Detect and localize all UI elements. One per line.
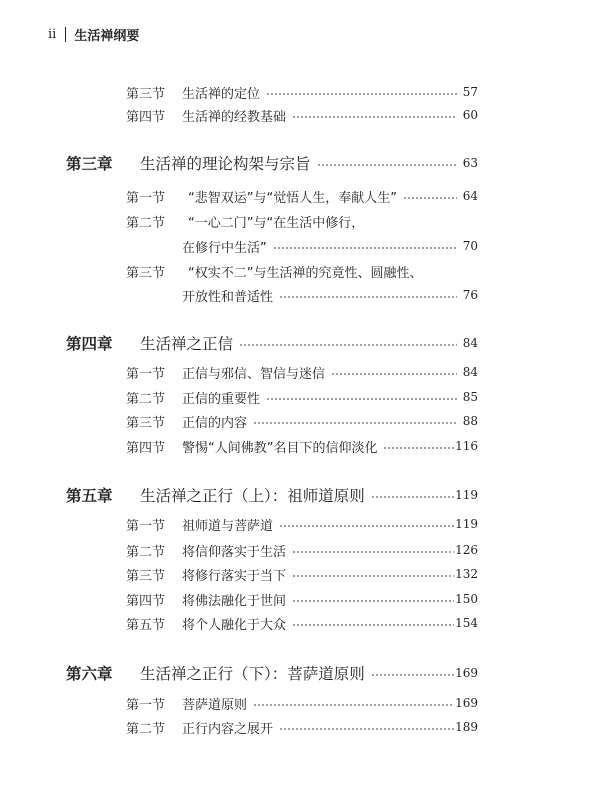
toc-chapter-5[interactable] bbox=[66, 484, 478, 506]
page-number: 88 bbox=[462, 414, 478, 428]
chapter-label: 第四章 bbox=[66, 335, 113, 353]
toc-entry-ch2-s3[interactable] bbox=[126, 82, 478, 102]
section-title: 将修行落实于当下 bbox=[182, 568, 287, 584]
section-label: 第二节 bbox=[126, 391, 166, 407]
page-number: 70 bbox=[462, 239, 478, 253]
section-label: 第三节 bbox=[126, 568, 166, 584]
dot-leader bbox=[292, 575, 454, 577]
toc-entry-ch3-s3-cont[interactable] bbox=[182, 285, 478, 305]
dot-leader bbox=[317, 164, 457, 166]
page-number: 85 bbox=[462, 390, 478, 404]
section-title: 将信仰落实于生活 bbox=[182, 544, 287, 560]
section-label: 第一节 bbox=[126, 366, 166, 382]
page-number: 169 bbox=[455, 696, 478, 710]
page-number: 150 bbox=[455, 592, 478, 606]
section-title-line1: “一心二门”与“在生活中修行， bbox=[188, 215, 365, 231]
chapter-title: 生活禅之正信 bbox=[140, 335, 234, 353]
section-label: 第三节 bbox=[126, 265, 166, 281]
chapter-label: 第三章 bbox=[66, 155, 113, 173]
section-label: 第三节 bbox=[126, 415, 166, 431]
chapter-title: 生活禅之正行（下）：菩萨道原则 bbox=[140, 665, 365, 683]
section-label: 第二节 bbox=[126, 215, 166, 231]
toc-entry-ch6-s1[interactable] bbox=[126, 693, 478, 713]
section-title: 生活禅的定位 bbox=[182, 86, 261, 102]
dot-leader bbox=[279, 296, 457, 298]
section-title: 警惕“人间佛教”名目下的信仰淡化 bbox=[182, 440, 378, 456]
section-label: 第三节 bbox=[126, 86, 166, 102]
page-number: 119 bbox=[455, 517, 478, 531]
dot-leader bbox=[253, 704, 454, 706]
section-label: 第四节 bbox=[126, 440, 166, 456]
page-number: 154 bbox=[455, 616, 478, 630]
toc-entry-ch6-s2[interactable] bbox=[126, 717, 478, 737]
dot-leader bbox=[239, 344, 457, 346]
section-label: 第五节 bbox=[126, 617, 166, 633]
toc-entry-ch5-s2[interactable] bbox=[126, 540, 478, 560]
dot-leader bbox=[266, 398, 457, 400]
dot-leader bbox=[253, 422, 457, 424]
dot-leader bbox=[383, 447, 454, 449]
toc-entry-ch3-s1[interactable] bbox=[126, 186, 478, 206]
toc-entry-ch4-s2[interactable] bbox=[126, 387, 478, 407]
section-title: 将佛法融化于世间 bbox=[182, 593, 287, 609]
page-number: 119 bbox=[455, 488, 478, 502]
section-title-line2: 在修行中生活” bbox=[182, 240, 267, 256]
toc-entry-ch5-s3[interactable] bbox=[126, 564, 478, 584]
toc-chapter-6[interactable] bbox=[66, 662, 478, 684]
section-title: 正信的重要性 bbox=[182, 391, 261, 407]
section-title: 生活禅的经教基础 bbox=[182, 109, 287, 125]
running-head bbox=[48, 24, 139, 44]
page-number: 84 bbox=[462, 336, 478, 350]
section-title-line1: “权实不二”与生活禅的究竟性、圆融性、 bbox=[188, 265, 423, 281]
toc-entry-ch3-s3[interactable] bbox=[126, 261, 478, 281]
section-label: 第一节 bbox=[126, 697, 166, 713]
header-divider bbox=[65, 27, 66, 42]
section-title: 将个人融化于大众 bbox=[182, 617, 287, 633]
toc-entry-ch3-s2[interactable] bbox=[126, 211, 478, 231]
page-number: 63 bbox=[462, 156, 478, 170]
page-number: 132 bbox=[455, 567, 478, 581]
dot-leader bbox=[292, 600, 454, 602]
toc-entry-ch2-s4[interactable] bbox=[126, 105, 478, 125]
section-title: 正行内容之展开 bbox=[182, 721, 274, 737]
dot-leader bbox=[279, 525, 454, 527]
section-title-line2: 开放性和普适性 bbox=[182, 289, 274, 305]
page-number: 64 bbox=[462, 189, 478, 203]
dot-leader bbox=[266, 93, 457, 95]
chapter-title: 生活禅之正行（上）：祖师道原则 bbox=[140, 487, 365, 505]
page-number: 126 bbox=[455, 543, 478, 557]
section-label: 第四节 bbox=[126, 593, 166, 609]
dot-leader bbox=[292, 116, 457, 118]
dot-leader bbox=[292, 624, 454, 626]
page-number: 60 bbox=[462, 108, 478, 122]
dot-leader bbox=[273, 247, 457, 249]
dot-leader bbox=[403, 197, 457, 199]
page-number: 57 bbox=[462, 85, 478, 99]
toc-chapter-3[interactable] bbox=[66, 152, 478, 174]
page-number: 76 bbox=[462, 288, 478, 302]
toc-entry-ch4-s1[interactable] bbox=[126, 362, 478, 382]
chapter-label: 第五章 bbox=[66, 487, 113, 505]
section-title: 正信的内容 bbox=[182, 415, 248, 431]
toc-entry-ch5-s1[interactable] bbox=[126, 514, 478, 534]
toc-entry-ch4-s3[interactable] bbox=[126, 411, 478, 431]
dot-leader bbox=[279, 728, 454, 730]
dot-leader bbox=[331, 373, 457, 375]
dot-leader bbox=[371, 674, 454, 676]
book-title: 生活禅纲要 bbox=[74, 28, 140, 44]
toc-entry-ch3-s2-cont[interactable] bbox=[182, 236, 478, 256]
section-label: 第一节 bbox=[126, 190, 166, 206]
section-label: 第四节 bbox=[126, 109, 166, 125]
page-number: 116 bbox=[455, 439, 478, 453]
section-title: “悲智双运”与“觉悟人生，奉献人生” bbox=[188, 190, 397, 206]
toc-entry-ch4-s4[interactable] bbox=[126, 436, 478, 456]
page-number: 169 bbox=[455, 666, 478, 680]
section-label: 第一节 bbox=[126, 518, 166, 534]
toc-chapter-4[interactable] bbox=[66, 332, 478, 354]
section-title: 菩萨道原则 bbox=[182, 697, 248, 713]
section-title: 正信与邪信、智信与迷信 bbox=[182, 366, 326, 382]
page-folio: ii bbox=[48, 26, 57, 42]
dot-leader bbox=[371, 496, 454, 498]
section-label: 第二节 bbox=[126, 544, 166, 560]
section-label: 第二节 bbox=[126, 721, 166, 737]
chapter-label: 第六章 bbox=[66, 665, 113, 683]
section-title: 祖师道与菩萨道 bbox=[182, 518, 274, 534]
chapter-title: 生活禅的理论构架与宗旨 bbox=[140, 155, 311, 173]
page-number: 84 bbox=[462, 365, 478, 379]
dot-leader bbox=[292, 551, 454, 553]
toc-entry-ch5-s5[interactable] bbox=[126, 613, 478, 633]
toc-entry-ch5-s4[interactable] bbox=[126, 589, 478, 609]
page-number: 189 bbox=[455, 720, 478, 734]
